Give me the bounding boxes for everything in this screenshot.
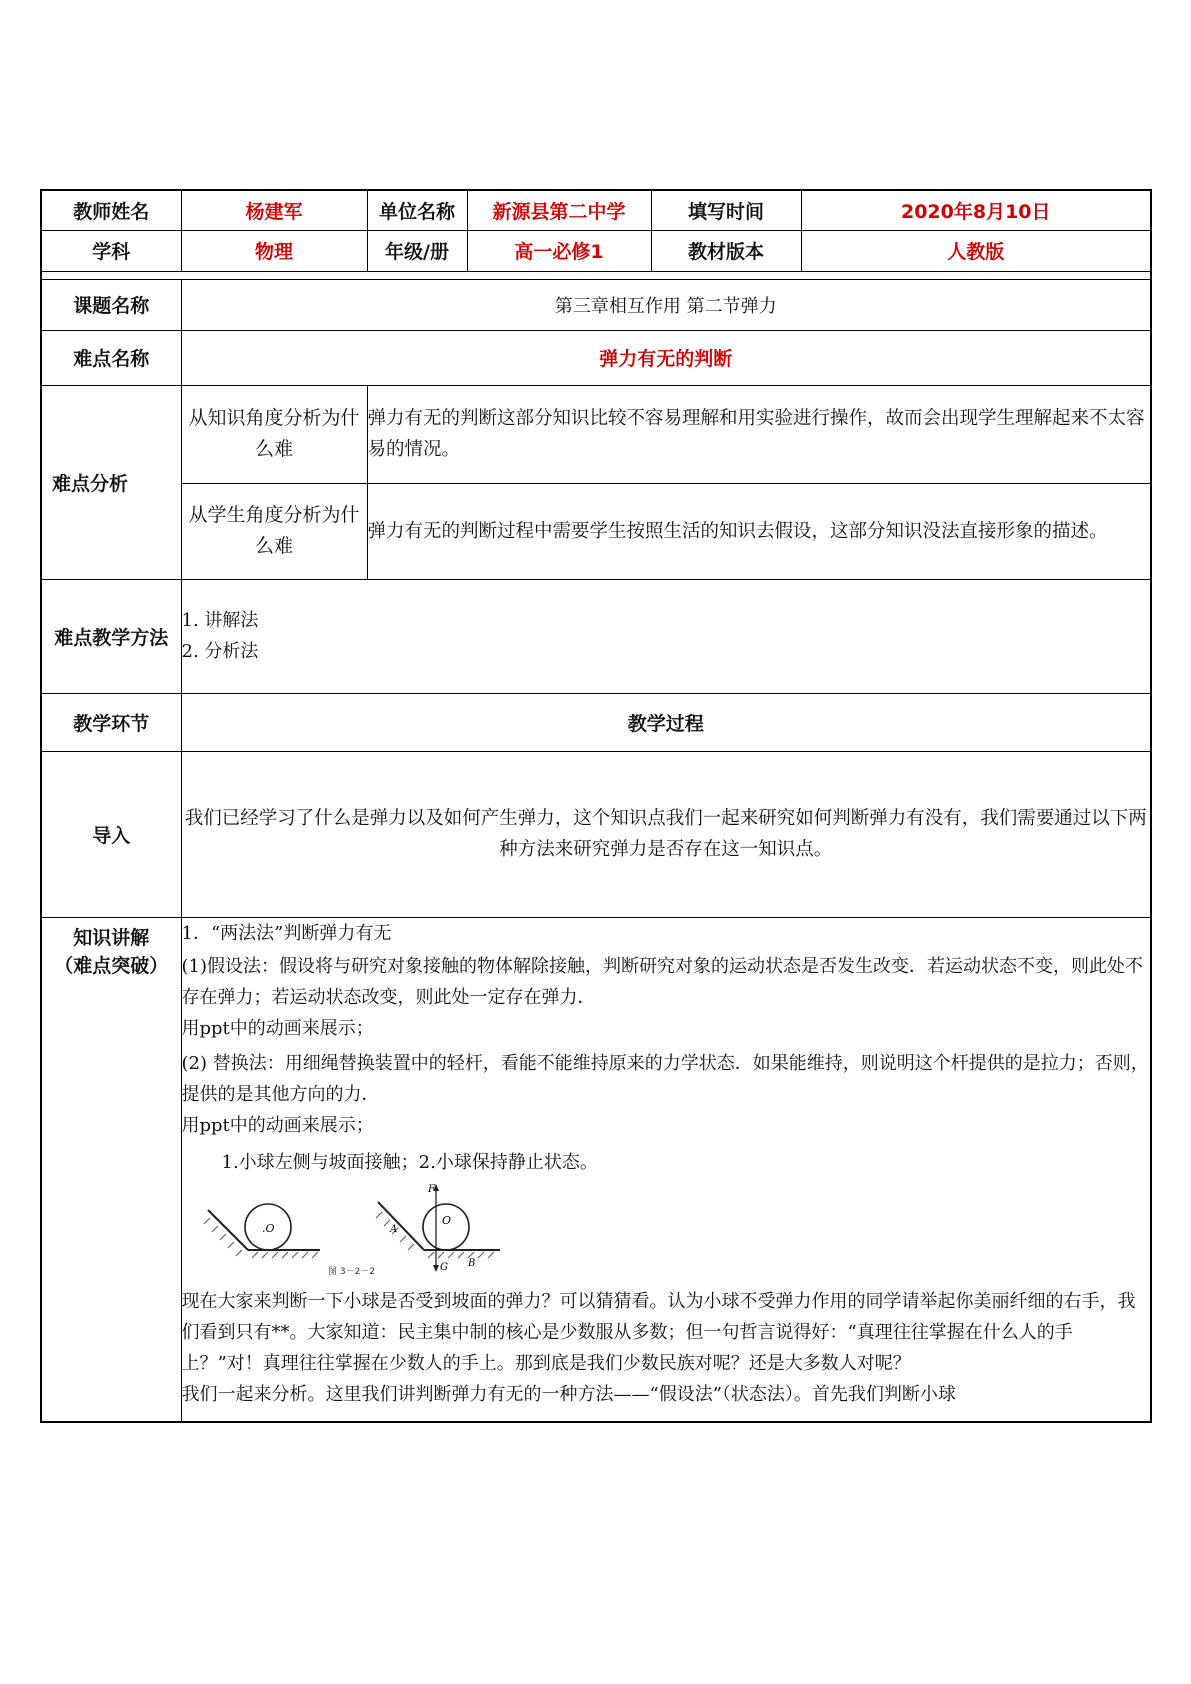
unit-value: 新源县第二中学 xyxy=(467,190,651,230)
topic-row xyxy=(41,279,1151,330)
difficulty-label: 难点名称 xyxy=(41,330,181,385)
analysis-label: 难点分析 xyxy=(41,385,181,579)
student-angle-text: 弹力有无的判断过程中需要学生按照生活的知识去假设，这部分知识没法直接形象的描述。 xyxy=(367,483,1151,579)
knowledge-content xyxy=(181,917,1151,1422)
discussion-text: 现在大家来判断一下小球是否受到坡面的弹力？可以猜猜看。认为小球不受弹力作用的同学请举起你美丽纤细的右手，我们看到只有**。大家知道：民主集中制的核心是少数服从多数；但一句哲言说得好：“真理往往掌握在什么人的手上？”对！真理往往掌握在少数人的手上。那到底是我们少数民族对呢？还是大多数人对呢？ xyxy=(181,1290,1136,1374)
figure-caption: 图 3－2－2 xyxy=(327,1266,375,1276)
subject-label: 学科 xyxy=(41,230,181,271)
topic-value: 第三章相互作用 第二节弹力 xyxy=(181,279,1151,330)
point-b-label: B xyxy=(467,1257,475,1269)
subject-value: 物理 xyxy=(181,230,367,271)
analysis-row-1 xyxy=(41,385,1151,483)
intro-text: 我们已经学习了什么是弹力以及如何产生弹力，这个知识点我们一起来研究如何判断弹力有没有，我们需要通过以下两种方法来研究弹力是否存在这一知识点。 xyxy=(181,751,1151,917)
difficulty-row xyxy=(41,330,1151,385)
right-ball-label: O xyxy=(441,1213,451,1227)
knowledge-label-line2: （难点突破） xyxy=(54,954,169,977)
intro-label: 导入 xyxy=(41,751,181,917)
method-item: 2. 分析法 xyxy=(181,641,259,662)
force-g-label: G xyxy=(439,1261,448,1273)
grade-value: 高一必修1 xyxy=(467,230,651,271)
replacement-method-text: (2) 替换法：用细绳替换装置中的轻杆，看能不能维持原来的力学状态．如果能维持，则说明这个杆提供的是拉力；否则，提供的是其他方向的力． xyxy=(181,1052,1149,1105)
teacher-value: 杨建军 xyxy=(181,190,367,230)
analysis-text: 我们一起来分析。这里我们讲判断弹力有无的一种方法——“假设法”（状态法）。首先我们判断小球 xyxy=(181,1383,956,1405)
methods-list xyxy=(181,579,1151,693)
date-value: 2020年8月10日 xyxy=(801,190,1151,230)
topic-label: 课题名称 xyxy=(41,279,181,330)
ppt-note-1: 用ppt中的动画来展示； xyxy=(181,1017,374,1039)
grade-label: 年级/册 xyxy=(367,230,467,271)
force-f-label: F xyxy=(427,1183,435,1195)
left-ball-label: .O xyxy=(261,1221,275,1235)
header-row-2 xyxy=(41,230,1151,271)
process-header-row xyxy=(41,693,1151,751)
right-ball xyxy=(423,1204,469,1250)
right-figure xyxy=(376,1184,500,1273)
knowledge-row xyxy=(41,917,1151,1422)
methods-row xyxy=(41,579,1151,693)
point-a-label: A xyxy=(389,1223,397,1235)
spacer-row xyxy=(41,271,1151,279)
lesson-plan-table xyxy=(40,189,1152,1423)
assumption-method-text: (1)假设法：假设将与研究对象接触的物体解除接触，判断研究对象的运动状态是否发生改变．若运动状态不变，则此处不存在弹力；若运动状态改变，则此处一定存在弹力． xyxy=(181,955,1143,1008)
right-slope-line xyxy=(378,1202,424,1250)
lesson-plan-page xyxy=(40,189,1150,1423)
edition-value: 人教版 xyxy=(801,230,1151,271)
force-g-arrowhead xyxy=(433,1265,439,1272)
knowledge-label xyxy=(41,917,181,1422)
figure-description: 1.小球左侧与坡面接触；2.小球保持静止状态。 xyxy=(221,1151,598,1173)
teacher-label: 教师姓名 xyxy=(41,190,181,230)
knowledge-heading: 1．“两法法”判断弹力有无 xyxy=(181,922,392,944)
process-label: 教学过程 xyxy=(181,693,1151,751)
unit-label: 单位名称 xyxy=(367,190,467,230)
difficulty-value: 弹力有无的判断 xyxy=(181,330,1151,385)
methods-label: 难点教学方法 xyxy=(41,579,181,693)
ball-on-slope-diagram xyxy=(202,1184,502,1276)
knowledge-angle-label: 从知识角度分析为什么难 xyxy=(181,385,367,483)
edition-label: 教材版本 xyxy=(651,230,801,271)
knowledge-label-line1: 知识讲解 xyxy=(73,926,150,949)
knowledge-angle-text: 弹力有无的判断这部分知识比较不容易理解和用实验进行操作，故而会出现学生理解起来不太容易的情况。 xyxy=(367,385,1151,483)
header-row-1 xyxy=(41,190,1151,230)
date-label: 填写时间 xyxy=(651,190,801,230)
analysis-row-2 xyxy=(41,483,1151,579)
ppt-note-2: 用ppt中的动画来展示； xyxy=(181,1114,374,1136)
stage-label: 教学环节 xyxy=(41,693,181,751)
student-angle-label: 从学生角度分析为什么难 xyxy=(181,483,367,579)
left-figure xyxy=(204,1204,320,1258)
spacer-cell xyxy=(41,271,1151,279)
intro-row xyxy=(41,751,1151,917)
method-item: 1. 讲解法 xyxy=(181,610,259,631)
